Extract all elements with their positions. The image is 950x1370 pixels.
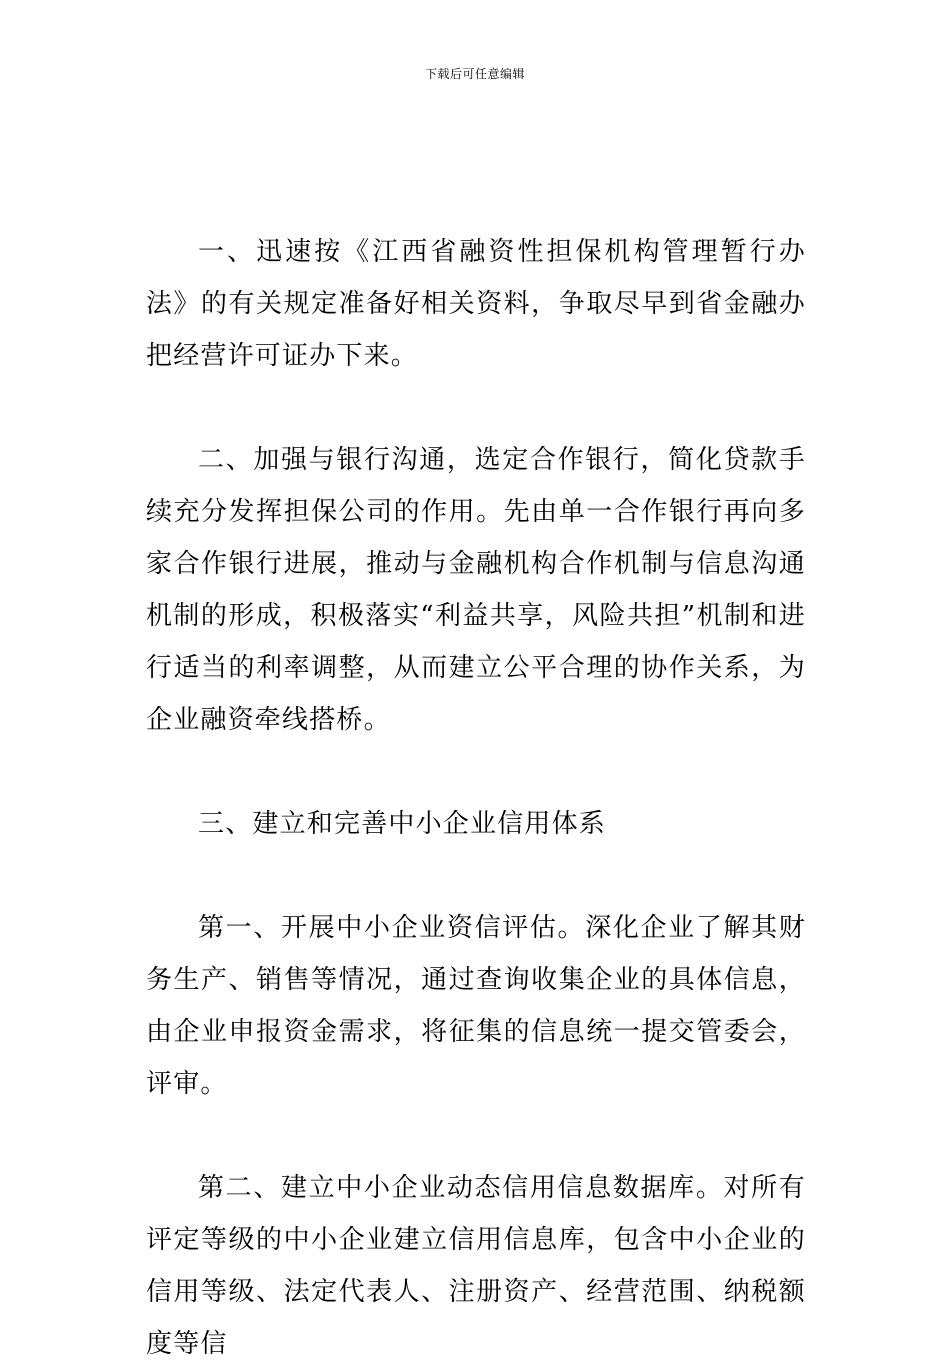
- paragraph-3: 三、建立和完善中小企业信用体系: [198, 809, 607, 839]
- page-header-note: 下载后可任意编辑: [424, 67, 525, 81]
- paragraph-2: 二、加强与银行沟通，选定合作银行，简化贷款手续充分发挥担保公司的作用。先由单一合作银行再向多家合作银行进展，推动与金融机构合作机制与信息沟通机制的形成，积极落实“利益共享，风险共担”机制和进行适当的利率调整，从而建立公平合理的协作关系，为企业融资牵线搭桥。: [146, 445, 806, 735]
- document-body: [146, 226, 806, 1370]
- paragraph-5: 第二、建立中小企业动态信用信息数据库。对所有评定等级的中小企业建立信用信息库，包含中小企业的信用等级、法定代表人、注册资产、经营范围、纳税额度等信: [146, 1173, 806, 1359]
- paragraph-1: 一、迅速按《江西省融资性担保机构管理暂行办法》的有关规定准备好相关资料，争取尽早到省金融办把经营许可证办下来。: [146, 237, 806, 371]
- paragraph-4: 第一、开展中小企业资信评估。深化企业了解其财务生产、销售等情况，通过查询收集企业的具体信息，由企业申报资金需求，将征集的信息统一提交管委会，评审。: [146, 913, 806, 1099]
